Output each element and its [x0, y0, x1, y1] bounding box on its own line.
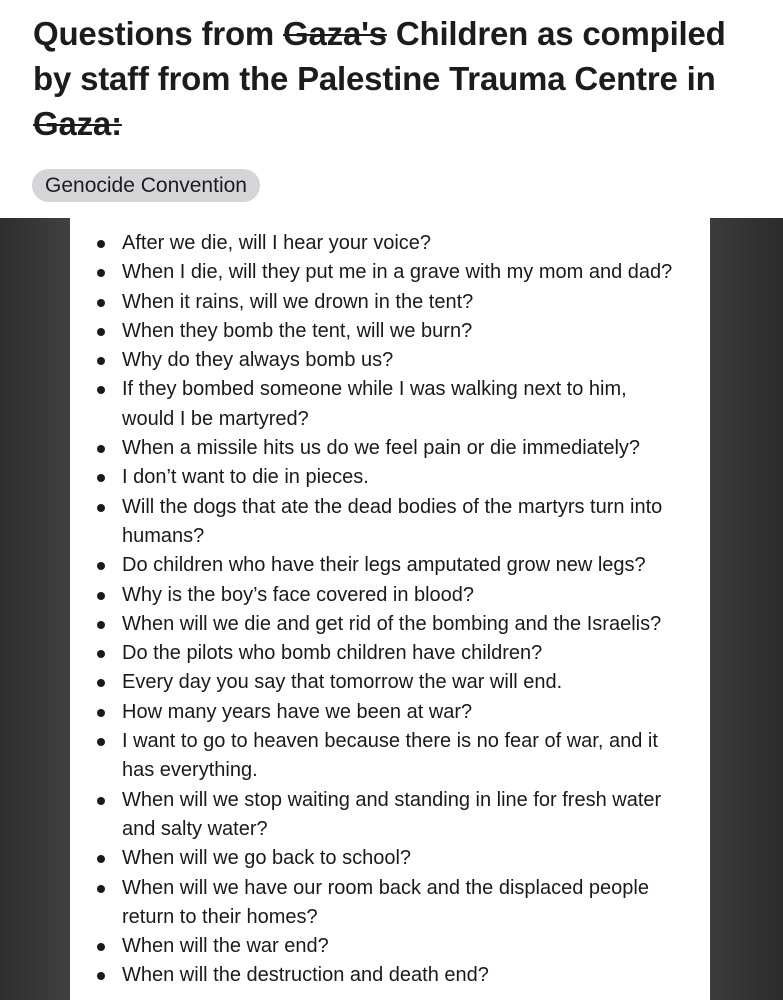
question-item — [70, 932, 710, 961]
question-line: I want to go to heaven because there is no fear of war, and it — [122, 730, 658, 753]
bullet-icon — [97, 357, 105, 365]
bullet-icon — [97, 885, 105, 893]
bullet-icon — [97, 269, 105, 277]
screenshot-image — [0, 218, 783, 1000]
bullet-icon — [97, 972, 105, 980]
bullet-icon — [97, 474, 105, 482]
bullet-icon — [97, 621, 105, 629]
question-line: Why is the boy’s face covered in blood? — [122, 583, 475, 606]
bullet-icon — [97, 240, 105, 248]
question-line: When I die, will they put me in a grave with my mom and dad? — [122, 261, 673, 284]
question-item — [70, 668, 710, 697]
question-line: When will the destruction and death end? — [122, 964, 489, 987]
title-text-1: Questions from — [33, 15, 284, 52]
question-item — [70, 551, 710, 580]
bullet-icon — [97, 299, 105, 307]
bullet-icon — [97, 679, 105, 687]
question-line: I don’t want to die in pieces. — [122, 466, 369, 489]
question-line: When will we go back to school? — [122, 847, 412, 870]
question-item — [70, 844, 710, 873]
question-line: Do children who have their legs amputated grow new legs? — [122, 554, 646, 577]
question-item — [70, 639, 710, 668]
question-item — [70, 346, 710, 375]
question-line: After we die, will I hear your voice? — [122, 232, 432, 254]
question-line: When it rains, will we drown in the tent? — [122, 290, 474, 313]
title-strikethrough-gaza-2: Gaza: — [33, 105, 122, 142]
question-line: return to their homes? — [122, 905, 318, 928]
question-item — [70, 727, 710, 786]
question-item — [70, 229, 710, 258]
question-item — [70, 961, 710, 990]
question-item — [70, 258, 710, 287]
question-item — [70, 581, 710, 610]
question-line: has everything. — [122, 759, 258, 782]
question-item — [70, 317, 710, 346]
image-background-left — [0, 218, 70, 1000]
question-line: humans? — [122, 524, 205, 547]
bullet-icon — [97, 943, 105, 951]
question-line: and salty water? — [122, 817, 268, 840]
post-title — [33, 11, 753, 146]
question-item — [70, 493, 710, 552]
bullet-icon — [97, 650, 105, 658]
tag-pill[interactable]: Genocide Convention — [32, 169, 260, 202]
bullet-icon — [97, 386, 105, 394]
question-line: When a missile hits us do we feel pain or die immediately? — [122, 437, 641, 460]
bullet-icon — [97, 504, 105, 512]
question-line: Every day you say that tomorrow the war will end. — [122, 671, 563, 694]
questions-list — [70, 229, 710, 991]
question-line: Will the dogs that ate the dead bodies of the martyrs turn into — [122, 495, 663, 518]
bullet-icon — [97, 738, 105, 746]
bullet-icon — [97, 855, 105, 863]
question-item — [70, 434, 710, 463]
bullet-icon — [97, 562, 105, 570]
question-line: When will we die and get rid of the bombing and the Israelis? — [122, 612, 662, 635]
question-item — [70, 288, 710, 317]
question-line: If they bombed someone while I was walking next to him, — [122, 378, 627, 401]
bullet-icon — [97, 592, 105, 600]
question-line: When will the war end? — [122, 935, 329, 958]
question-item — [70, 610, 710, 639]
title-text-2: Children as compiled by staff from the Palestine Trauma Centre in — [33, 15, 726, 97]
question-line: Why do they always bomb us? — [122, 349, 394, 372]
image-background-right — [710, 218, 783, 1000]
question-item — [70, 463, 710, 492]
question-line: Do the pilots who bomb children have children? — [122, 642, 543, 665]
title-strikethrough-gaza-1: Gaza's — [283, 15, 387, 52]
question-item — [70, 786, 710, 845]
question-line: When will we have our room back and the displaced people — [122, 876, 649, 899]
question-line: When will we stop waiting and standing in line for fresh water — [122, 788, 662, 811]
question-item — [70, 874, 710, 933]
question-line: How many years have we been at war? — [122, 700, 473, 723]
bullet-icon — [97, 445, 105, 453]
bullet-icon — [97, 797, 105, 805]
post-header — [0, 0, 783, 218]
bullet-icon — [97, 709, 105, 717]
bullet-icon — [97, 328, 105, 336]
question-line: would I be martyred? — [122, 407, 309, 430]
question-item — [70, 375, 710, 434]
question-item — [70, 698, 710, 727]
document-page — [70, 218, 710, 1000]
question-line: When they bomb the tent, will we burn? — [122, 319, 473, 342]
